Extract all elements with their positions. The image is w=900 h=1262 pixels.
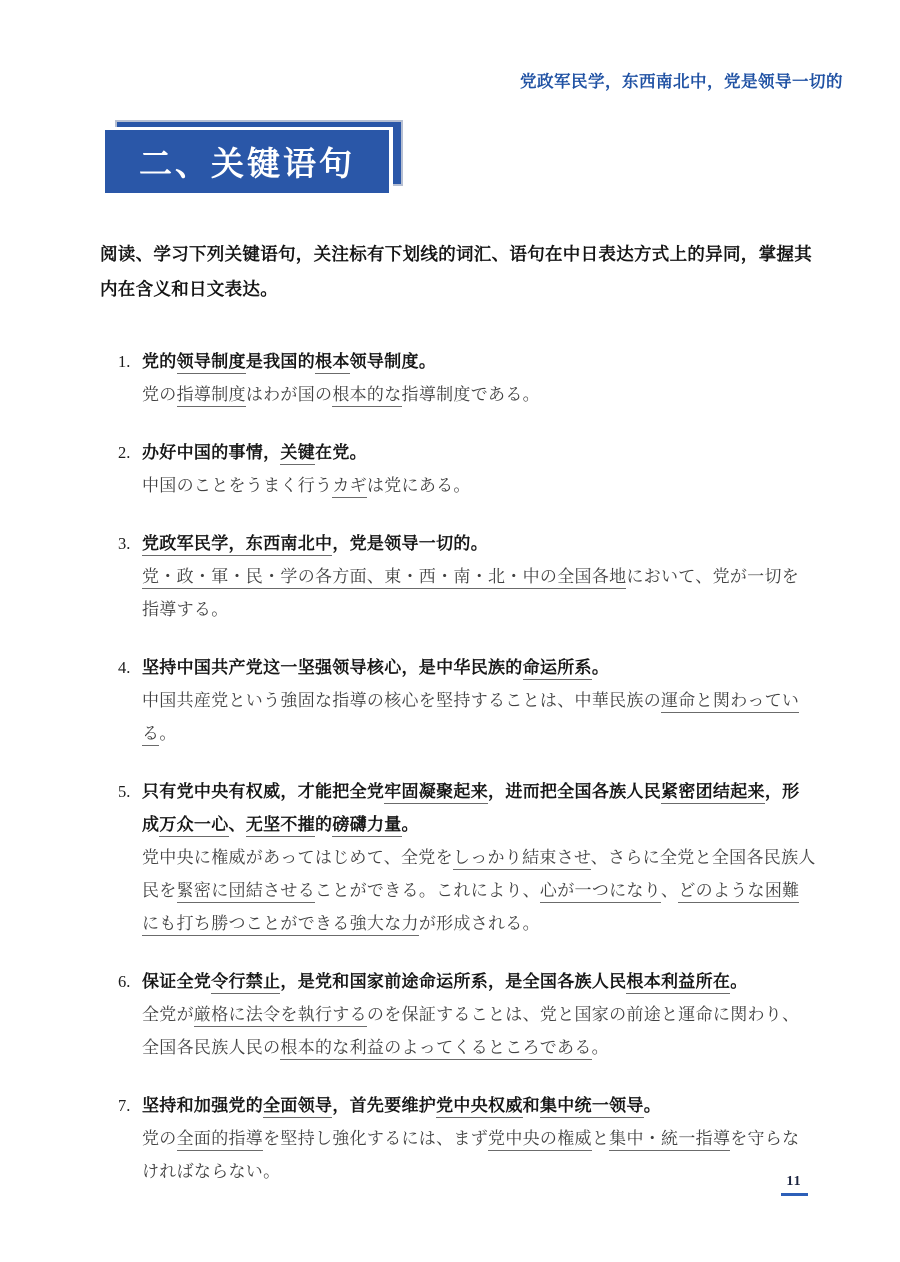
item-number: 5.: [118, 782, 131, 801]
plain-phrase: 党の: [142, 385, 177, 404]
plain-phrase: 、: [661, 881, 679, 900]
plain-phrase: 、さらに全党と全国各民族人民を: [142, 848, 816, 900]
underlined-phrase: 党中央の権威: [488, 1129, 592, 1151]
item-number: 7.: [118, 1096, 131, 1115]
underlined-phrase: 心が一つになり: [540, 881, 661, 903]
plain-phrase: 。: [159, 724, 177, 743]
plain-phrase: 只有党中央有权威，才能把全党: [142, 782, 385, 801]
underlined-phrase: 指導制度: [177, 385, 246, 407]
item-number: 2.: [118, 443, 131, 462]
plain-phrase: 保证全党: [142, 972, 212, 991]
japanese-sentence: [142, 378, 816, 411]
plain-phrase: 中国のことをうまく行う: [142, 476, 333, 495]
section-title-box: [105, 127, 393, 193]
plain-phrase: ことができる。これにより、: [315, 881, 540, 900]
plain-phrase: 全党が: [142, 1005, 194, 1024]
plain-phrase: 在党。: [315, 443, 367, 462]
plain-phrase: 。: [730, 972, 748, 991]
japanese-sentence: [142, 841, 816, 940]
list-item: [118, 1089, 816, 1188]
chinese-sentence: [142, 775, 816, 841]
page-content: [100, 237, 816, 1213]
underlined-phrase: 关键: [280, 443, 315, 465]
underlined-phrase: 牢固凝聚起来: [384, 782, 488, 804]
plain-phrase: を守らなければならない。: [142, 1129, 800, 1181]
plain-phrase: は党にある。: [366, 476, 471, 495]
plain-phrase: ，是党和国家前途命运所系，是全国各族人民: [280, 972, 627, 991]
plain-phrase: 的: [315, 815, 333, 834]
item-lines: [142, 436, 816, 502]
plain-phrase: 指導制度である。: [401, 385, 540, 404]
chinese-sentence: [142, 651, 816, 684]
item-number: 6.: [118, 972, 131, 991]
plain-phrase: 。: [591, 1038, 609, 1057]
page-number-rule: [781, 1193, 808, 1196]
list-item: [118, 436, 816, 502]
underlined-phrase: 根本的な利益のよってくるところである: [280, 1038, 591, 1060]
plain-phrase: はわが国の: [245, 385, 333, 404]
underlined-phrase: 全面的指導: [177, 1129, 264, 1151]
underlined-phrase: 集中・統一指導: [609, 1129, 730, 1151]
item-lines: [142, 965, 816, 1064]
item-lines: [142, 527, 816, 626]
running-head: 党政军民学，东西南北中，党是领导一切的: [520, 73, 843, 91]
underlined-phrase: 党中央权威: [436, 1096, 523, 1118]
plain-phrase: 、: [228, 815, 246, 834]
plain-phrase: ，党是领导一切的。: [332, 534, 489, 553]
plain-phrase: 是我国的: [245, 352, 316, 371]
plain-phrase: 领导制度。: [349, 352, 437, 371]
item-number: 1.: [118, 352, 131, 371]
japanese-sentence: [142, 560, 816, 626]
plain-phrase: 办好中国的事情，: [142, 443, 281, 462]
underlined-phrase: 紧密团结起来: [661, 782, 765, 804]
plain-phrase: が形成される。: [418, 914, 540, 933]
underlined-phrase: 根本的な: [332, 385, 401, 407]
japanese-sentence: [142, 469, 816, 502]
plain-phrase: ，形成: [142, 782, 800, 834]
underlined-phrase: 全面领导: [263, 1096, 332, 1118]
item-lines: [142, 345, 816, 411]
japanese-sentence: [142, 998, 816, 1064]
section-title-banner: [105, 127, 393, 193]
underlined-phrase: 命运所系: [523, 658, 592, 680]
plain-phrase: 党中央に権威があってはじめて、全党を: [142, 848, 453, 867]
plain-phrase: 。: [401, 815, 419, 834]
item-lines: [142, 651, 816, 750]
underlined-phrase: 党政军民学，东西南北中: [142, 534, 332, 556]
chinese-sentence: [142, 436, 816, 469]
plain-phrase: 中国共産党という強固な指導の核心を堅持することは、中華民族の: [142, 691, 661, 710]
underlined-phrase: 领导制度: [177, 352, 246, 374]
page-number-label: 11: [786, 1174, 802, 1189]
plain-phrase: において、党が一切を指導する。: [142, 567, 800, 619]
plain-phrase: ，进而把全国各族人民: [488, 782, 662, 801]
list-item: [118, 965, 816, 1064]
plain-phrase: と: [591, 1129, 610, 1148]
list-item: [118, 527, 816, 626]
plain-phrase: 党の: [142, 1129, 177, 1148]
plain-phrase: 党的: [142, 352, 177, 371]
underlined-phrase: 磅礴力量: [332, 815, 401, 837]
list-item: [118, 345, 816, 411]
underlined-phrase: 根本: [315, 352, 350, 374]
plain-phrase: を堅持し強化するには、まず: [263, 1129, 489, 1148]
item-lines: [142, 1089, 816, 1188]
item-lines: [142, 775, 816, 940]
plain-phrase: 坚持中国共产党这一坚强领导核心，是中华民族的: [142, 658, 523, 677]
underlined-phrase: 集中统一领导: [540, 1096, 644, 1118]
japanese-sentence: [142, 684, 816, 750]
item-number: 4.: [118, 658, 131, 677]
section-title-label: 二、关键语句: [139, 145, 355, 182]
plain-phrase: 和: [522, 1096, 540, 1115]
plain-phrase: ，首先要维护: [332, 1096, 437, 1115]
chinese-sentence: [142, 527, 816, 560]
plain-phrase: のを保証することは、党と国家の前途と運命に関わり、全国各民族人民の: [142, 1005, 800, 1057]
underlined-phrase: 无坚不摧: [246, 815, 315, 837]
underlined-phrase: 根本利益所在: [626, 972, 730, 994]
sentence-list: [100, 345, 816, 1188]
underlined-phrase: 万众一心: [159, 815, 228, 837]
instruction-text: 阅读、学习下列关键语句，关注标有下划线的词汇、语句在中日表达方式上的异同，掌握其内在含义和日文表达。: [100, 244, 812, 299]
japanese-sentence: [142, 1122, 816, 1188]
list-item: [118, 651, 816, 750]
page-number: [777, 1172, 811, 1196]
underlined-phrase: 運命と関わっている: [142, 691, 799, 746]
underlined-phrase: カギ: [332, 476, 367, 498]
underlined-phrase: 緊密に団結させる: [177, 881, 315, 903]
underlined-phrase: 党・政・軍・民・学の各方面、東・西・南・北・中の全国各地: [142, 567, 626, 589]
chinese-sentence: [142, 965, 816, 998]
chinese-sentence: [142, 345, 816, 378]
underlined-phrase: しっかり結束させ: [453, 848, 591, 870]
underlined-phrase: 厳格に法令を執行する: [194, 1005, 367, 1027]
chinese-sentence: [142, 1089, 816, 1122]
underlined-phrase: どのような困難にも打ち勝つことができる強大な力: [142, 881, 799, 936]
plain-phrase: 。: [643, 1096, 662, 1115]
plain-phrase: 坚持和加强党的: [142, 1096, 264, 1115]
underlined-phrase: 令行禁止: [211, 972, 280, 994]
item-number: 3.: [118, 534, 131, 553]
plain-phrase: 。: [591, 658, 610, 677]
list-item: [118, 775, 816, 940]
